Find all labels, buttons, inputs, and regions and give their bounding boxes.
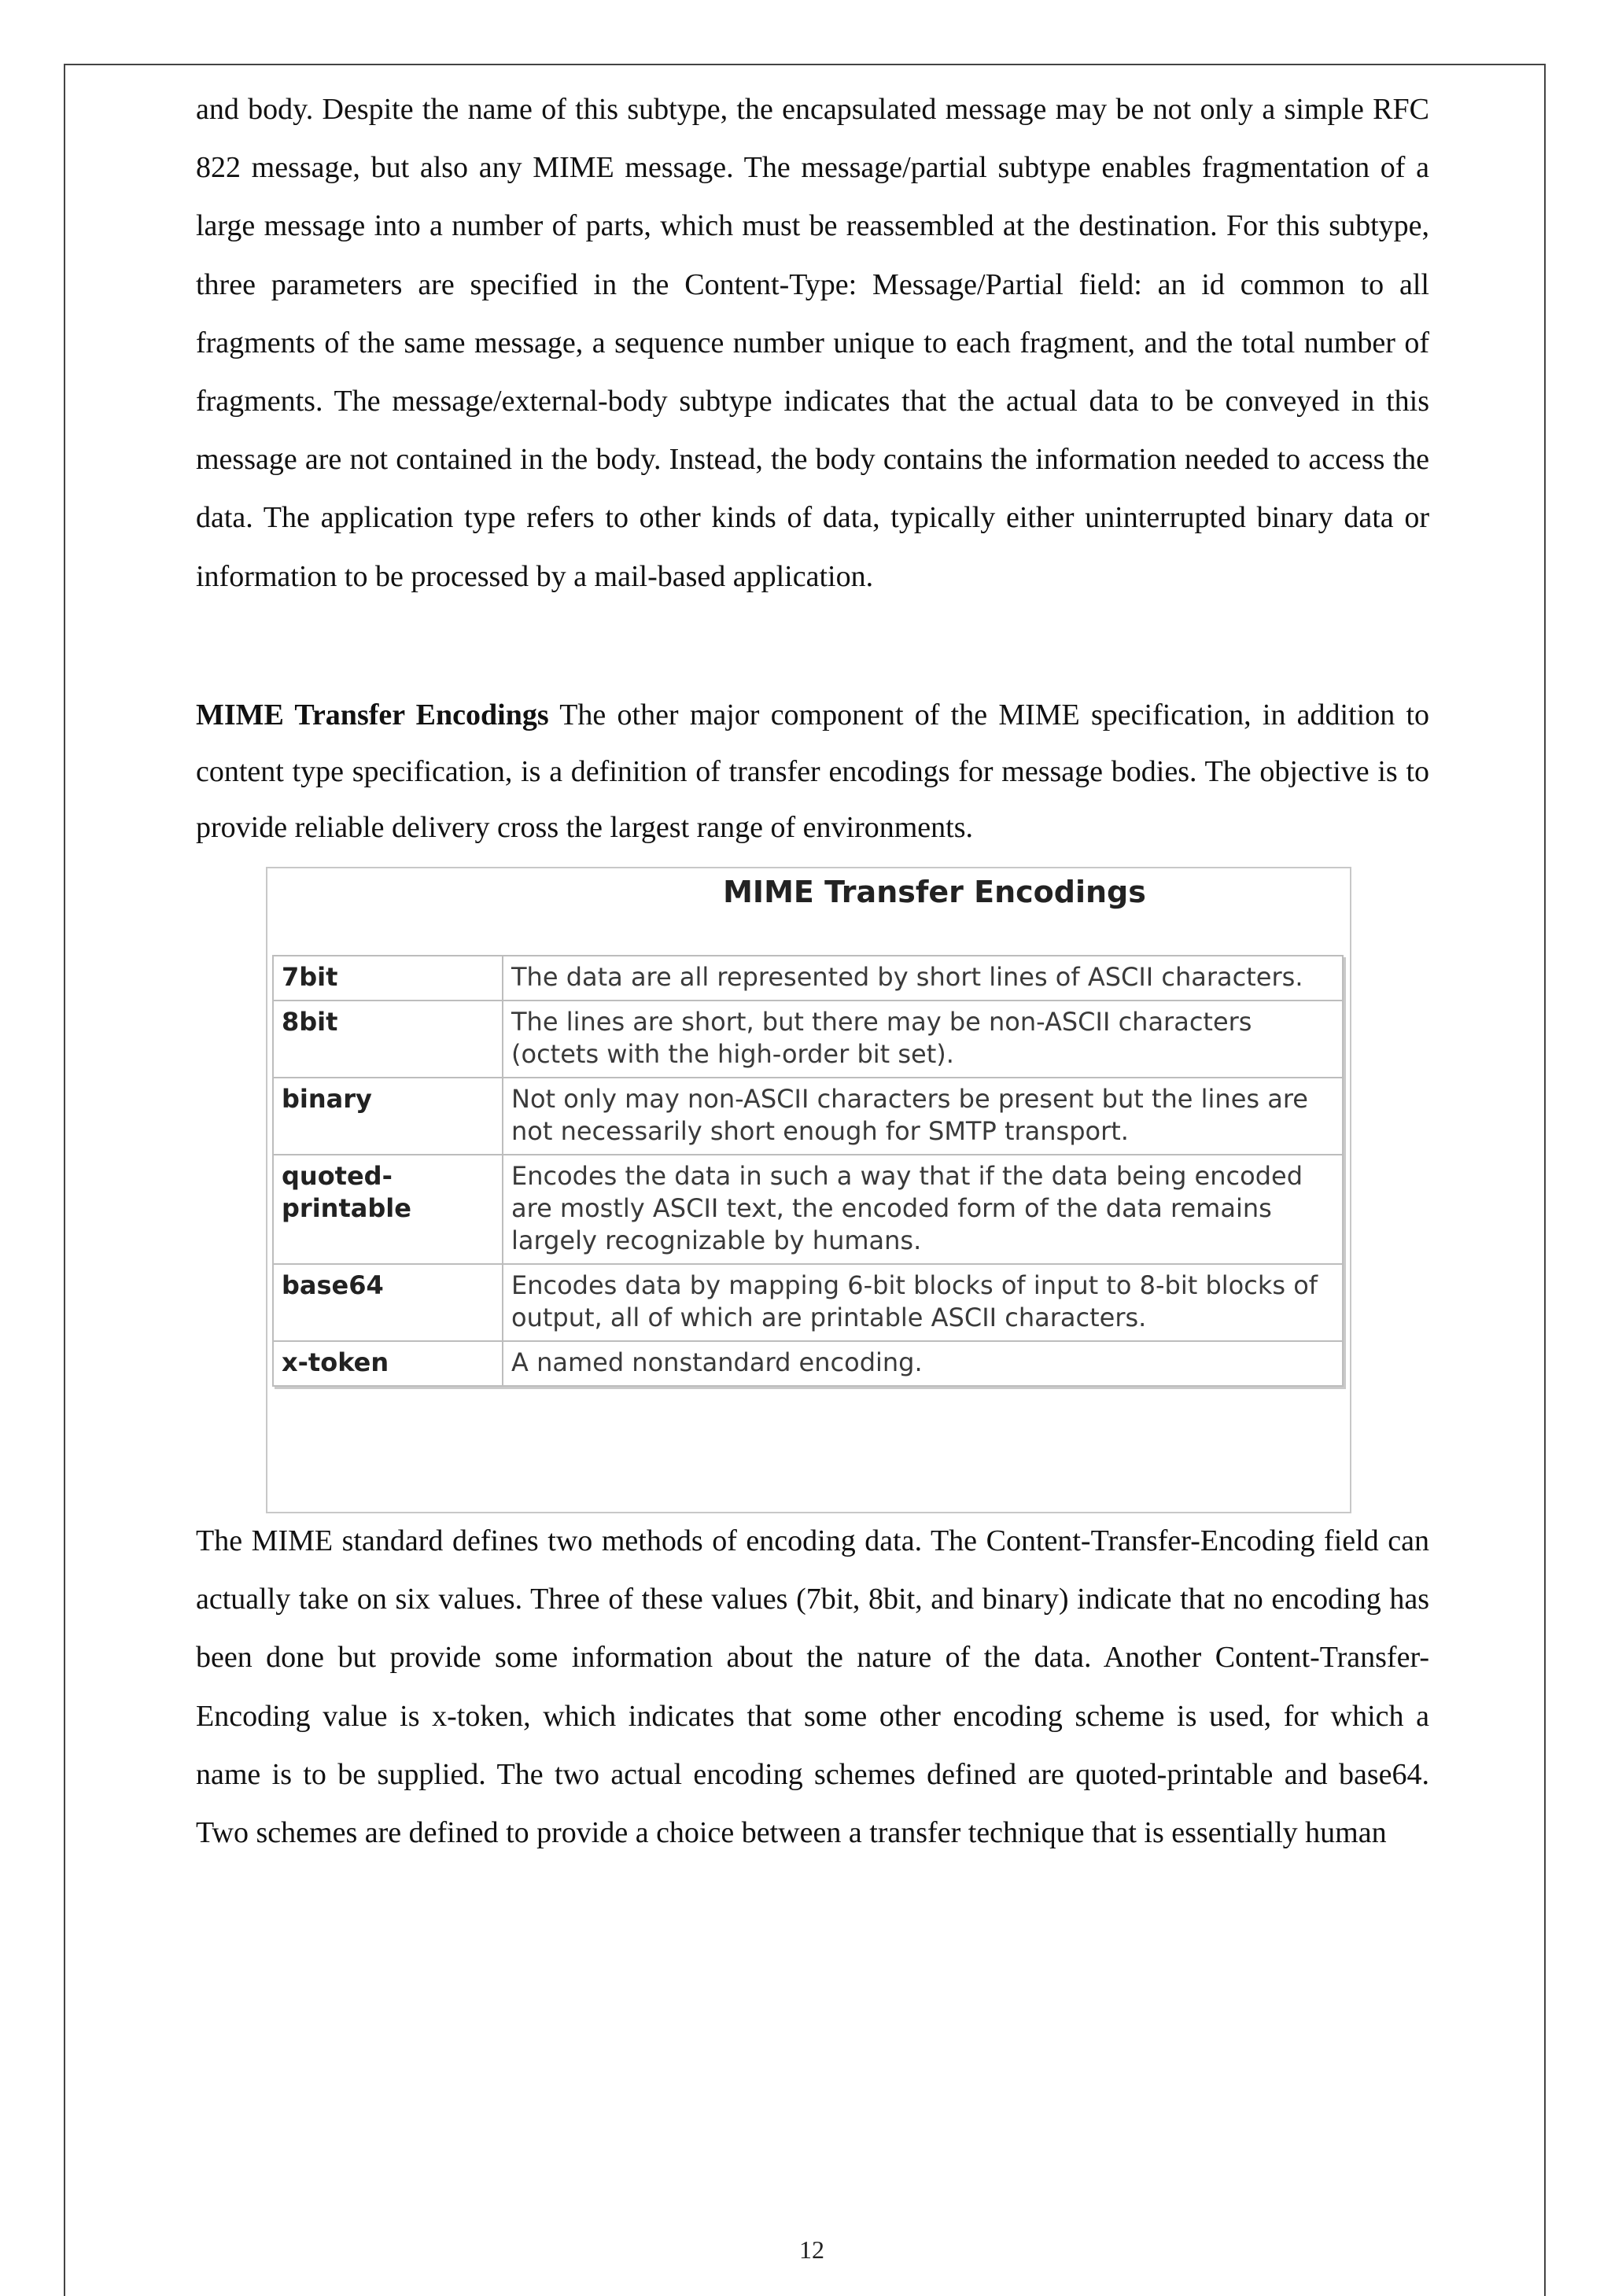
table-row	[273, 1341, 1343, 1386]
body-paragraph-1: and body. Despite the name of this subtype, the encapsulated message may be not only a simple RFC 822 message, but also any MIME message. The message/partial subtype enables fragmentation of a large message into a number of parts, which must be reassembled at the destination. For this subtype, three parameters are specified in the Content-Type: Message/Partial field: an id common to all fragments of the same message, a sequence number unique to each fragment, and the total number of fragments. The message/external-body subtype indicates that the actual data to be conveyed in this message are not contained in the body. Instead, the body contains the information needed to access the data. The application type refers to other kinds of data, typically either uninterrupted binary data or information to be processed by a mail-based application.	[196, 93, 1429, 593]
encoding-description: A named nonstandard encoding.	[503, 1341, 1343, 1386]
body-paragraph-3: The MIME standard defines two methods of encoding data. The Content-Transfer-Encoding field can actually take on six values. Three of these values (7bit, 8bit, and binary) indicate that no encoding has been done but provide some information about the nature of the data. Another Content-Transfer-Encoding value is x-token, which indicates that some other encoding scheme is used, for which a name is to be supplied. The two actual encoding schemes defined are quoted-printable and base64. Two schemes are defined to provide a choice between a transfer technique that is essentially human	[196, 1524, 1429, 1850]
section-heading: MIME Transfer Encodings	[196, 698, 549, 732]
encoding-term: 7bit	[273, 956, 503, 1001]
encodings-table	[272, 955, 1344, 1387]
encoding-description: The data are all represented by short lines of ASCII characters.	[503, 956, 1343, 1001]
body-paragraph-2	[196, 687, 1429, 857]
encoding-term: quoted-printable	[273, 1155, 503, 1264]
table-row	[273, 1001, 1343, 1078]
table-row	[273, 1155, 1343, 1264]
encoding-term: 8bit	[273, 1001, 503, 1078]
page-number: 12	[799, 2235, 824, 2264]
body-paragraph-2-text: The other major component of the MIME specification, in addition to content type specification, is a definition of transfer encodings for message bodies. The objective is to provide reliable delivery cross the largest range of environments.	[196, 698, 1430, 844]
table-row	[273, 956, 1343, 1001]
encoding-description: Encodes the data in such a way that if the data being encoded are mostly ASCII text, the encoded form of the data remains largely recognizable by humans.	[503, 1155, 1343, 1264]
table-row	[273, 1264, 1343, 1341]
encoding-description: The lines are short, but there may be non-ASCII characters (octets with the high-order bit set).	[503, 1001, 1343, 1078]
mime-encodings-table-figure	[266, 867, 1351, 1513]
table-title: MIME Transfer Encodings	[723, 875, 1146, 909]
encoding-term: binary	[273, 1078, 503, 1155]
table-row	[273, 1078, 1343, 1155]
encoding-description: Encodes data by mapping 6-bit blocks of input to 8-bit blocks of output, all of which are printable ASCII characters.	[503, 1264, 1343, 1341]
encoding-term: base64	[273, 1264, 503, 1341]
encoding-description: Not only may non-ASCII characters be present but the lines are not necessarily short enough for SMTP transport.	[503, 1078, 1343, 1155]
encoding-term: x-token	[273, 1341, 503, 1386]
